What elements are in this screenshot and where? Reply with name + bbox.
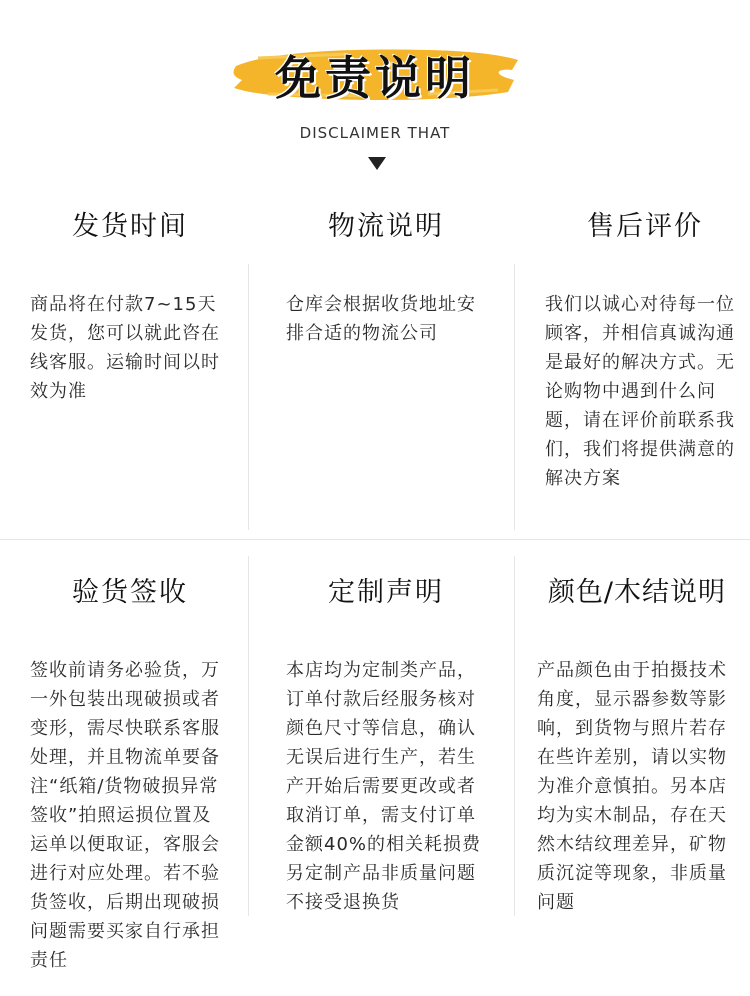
column-divider xyxy=(514,264,515,530)
column-divider xyxy=(248,264,249,530)
down-arrow-icon xyxy=(368,157,386,170)
section-title: 定制声明 xyxy=(328,577,444,608)
header xyxy=(0,0,750,180)
section-after-sales xyxy=(545,180,745,493)
section-title: 颜色/木结说明 xyxy=(547,577,727,608)
section-row-1 xyxy=(0,180,750,540)
section-logistics xyxy=(286,180,486,348)
page-title: 免责说明 xyxy=(275,51,475,105)
section-custom-statement xyxy=(286,540,486,917)
column-divider xyxy=(514,556,515,916)
section-title: 物流说明 xyxy=(328,211,444,242)
section-body: 仓库会根据收货地址安排合适的物流公司 xyxy=(286,294,476,344)
column-divider xyxy=(248,556,249,916)
section-body: 商品将在付款7~15天发货，您可以就此咨在线客服。运输时间以时效为准 xyxy=(30,294,220,402)
section-color-wood-knot xyxy=(537,540,737,917)
section-title: 验货签收 xyxy=(72,577,188,608)
section-body: 产品颜色由于拍摄技术角度，显示器参数等影响，到货物与照片若存在些许差别，请以实物为准介意慎拍。另本店均为实木制品，存在天然木结纹理差异，矿物质沉淀等现象，非质量问题 xyxy=(537,660,727,913)
section-body: 本店均为定制类产品，订单付款后经服务核对颜色尺寸等信息，确认无误后进行生产，若生产开始后需要更改或者取消订单，需支付订单金额40%的相关耗损费另定制产品非质量问题不接受退换货 xyxy=(286,660,482,913)
section-row-2 xyxy=(0,540,750,996)
section-shipping-time xyxy=(30,180,230,406)
section-title: 售后评价 xyxy=(587,211,703,242)
section-body: 签收前请务必验货，万一外包装出现破损或者变形，需尽快联系客服处理，并且物流单要备注“纸箱/货物破损异常签收”拍照运损位置及运单以便取证，客服会进行对应处理。若不验货签收，后期出现破损问题需要买家自行承担责任 xyxy=(30,660,220,971)
page-subtitle: DISCLAIMER THAT xyxy=(299,124,451,142)
section-body: 我们以诚心对待每一位顾客，并相信真诚沟通是最好的解决方式。无论购物中遇到什么问题，请在评价前联系我们，我们将提供满意的解决方案 xyxy=(545,294,735,489)
section-title: 发货时间 xyxy=(72,211,188,242)
section-inspection xyxy=(30,540,230,975)
